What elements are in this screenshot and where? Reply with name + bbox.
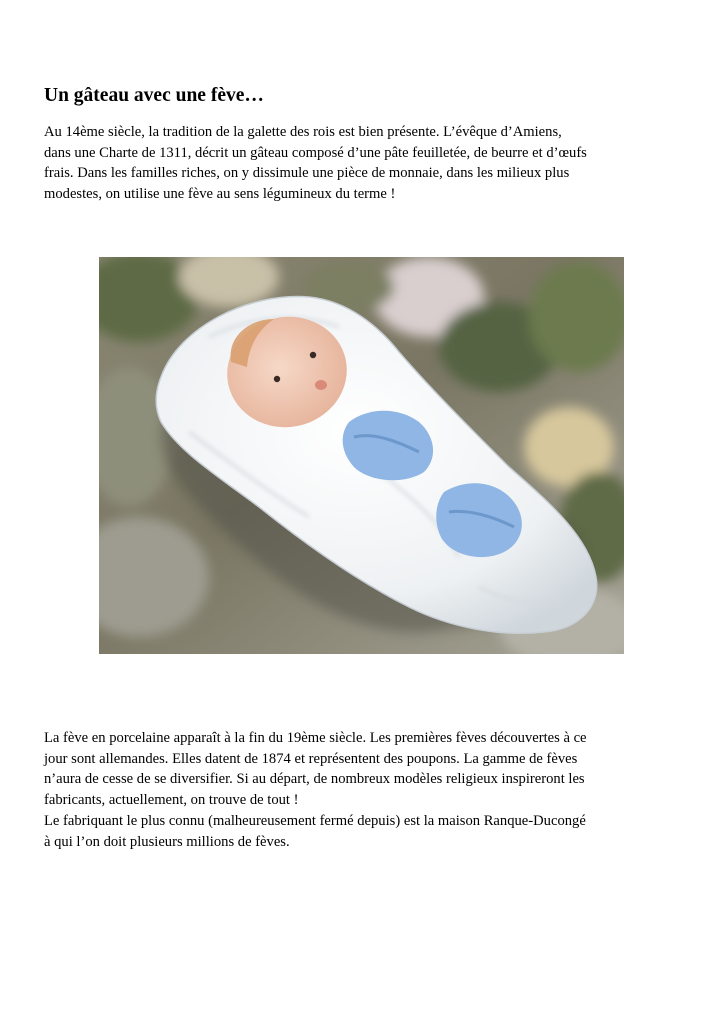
paragraph-line: modestes, on utilise une fève au sens légumineux du terme ! — [44, 186, 396, 203]
baby-mouth — [315, 380, 327, 390]
baby-eye-left — [274, 376, 280, 382]
history-paragraph — [44, 728, 694, 852]
feve-photo — [99, 257, 624, 654]
paragraph-line: n’aura de cesse de se diversifier. Si au départ, de nombreux modèles religieux inspireront les — [44, 771, 585, 788]
paragraph-line: frais. Dans les familles riches, on y dissimule une pièce de monnaie, dans les milieux plus — [44, 165, 570, 182]
paragraph-line: fabricants, actuellement, on trouve de tout ! — [44, 792, 299, 809]
page-title: Un gâteau avec une fève… — [44, 85, 264, 106]
paragraph-line: Au 14ème siècle, la tradition de la galette des rois est bien présente. L’évêque d’Amiens, — [44, 124, 562, 140]
baby-eye-right — [310, 352, 316, 358]
paragraph-line: jour sont allemandes. Elles datent de 1874 et représentent des poupons. La gamme de fèves — [44, 750, 578, 767]
paragraph-line: dans une Charte de 1311, décrit un gâteau composé d’une pâte feuilletée, de beurre et d’œufs — [44, 144, 587, 161]
paragraph-line: Le fabriquant le plus connu (malheureusement fermé depuis) est la maison Ranque-Ducongé — [44, 812, 586, 829]
paragraph-line: La fève en porcelaine apparaît à la fin du 19ème siècle. Les premières fèves découvertes à ce — [44, 730, 587, 746]
intro-paragraph — [44, 122, 694, 205]
feve-photo-illustration — [99, 257, 624, 654]
paragraph-line: à qui l’on doit plusieurs millions de fèves. — [44, 833, 290, 850]
